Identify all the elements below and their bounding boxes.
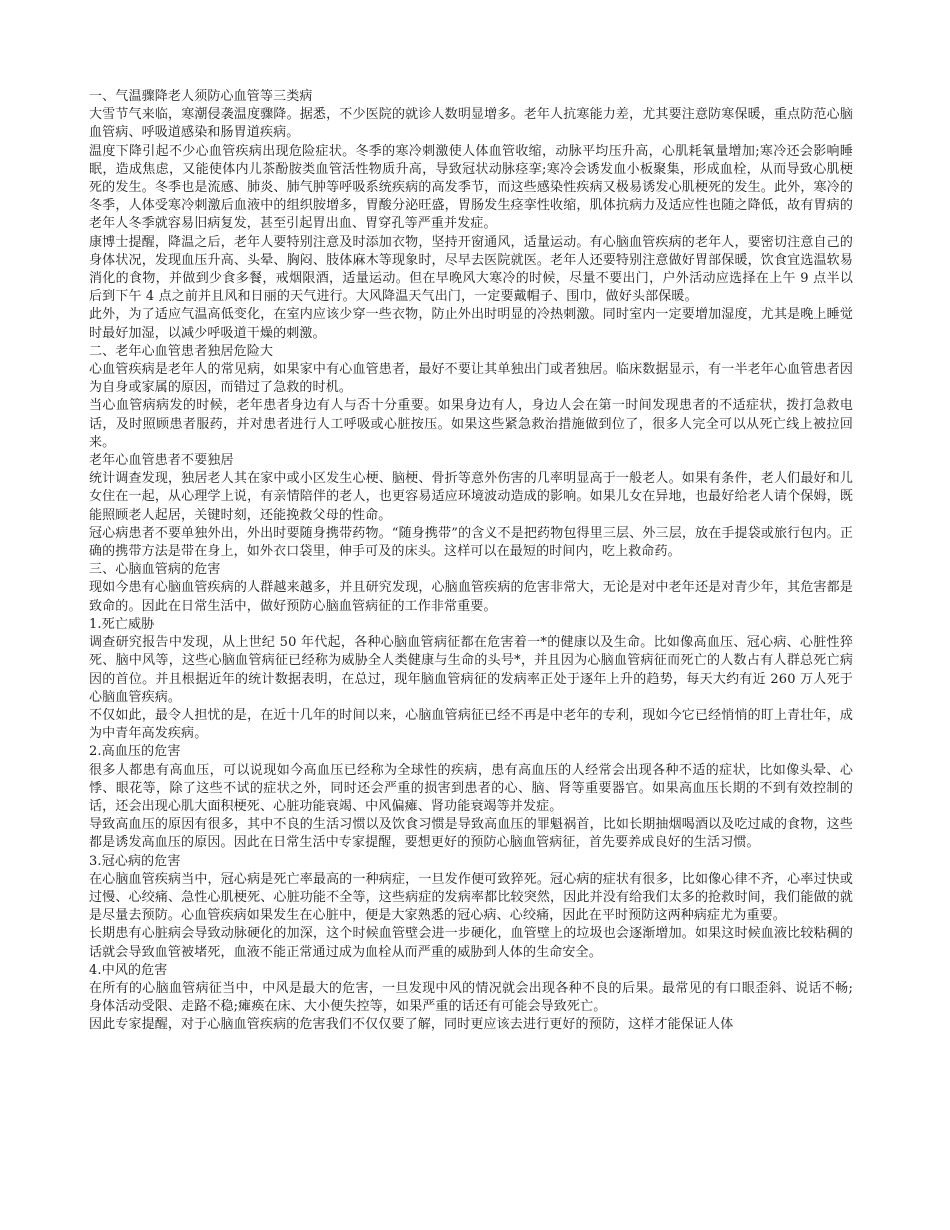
paragraph: 温度下降引起不少心血管疾病出现危险症状。冬季的寒冷刺激使人体血管收缩，动脉平均压升高，心肌耗氧量增加;寒冷还会影响睡眠，造成焦虑，又能使体内儿茶酚胺类血管活性物质升高，导致冠状动脉痉挛;寒冷会诱发血小板聚集，形成血栓，从而导致心肌梗死的发生。冬季也是流感、肺炎、肺气肿等呼吸系统疾病的高发季节，而这些感染性疾病又极易诱发心肌梗死的发生。此外，寒冷的冬季，人体受寒冷刺激后血液中的组织胺增多，胃酸分泌旺盛，胃肠发生痉挛性收缩，肌体抗病力及适应性也随之降低，故有胃病的老年人冬季就容易旧病复发，甚至引起胃出血、胃穿孔等严重并发症。 [89,143,853,232]
paragraph: 大雪节气来临，寒潮侵袭温度骤降。据悉，不少医院的就诊人数明显增多。老年人抗寒能力差，尤其要注意防寒保暖，重点防范心脑血管病、呼吸道感染和肠胃道疾病。 [89,107,853,141]
paragraph: 康博士提醒，降温之后，老年人要特别注意及时添加衣物，坚持开窗通风，适量运动。有心脑血管疾病的老年人，要密切注意自己的身体状况，发现血压升高、头晕、胸闷、肢体麻木等现象时，尽早去医院就医。老年人还要特别注意做好胃部保暖，饮食宜选温软易消化的食物，并做到少食多餐，戒烟限酒，适量运动。但在早晚风大寒冷的时候，尽量不要出门，户外活动应选择在上午 9 点半以后到下午 4 点之前并且风和日丽的天气进行。大风降温天气出门，一定要戴帽子、围巾，做好头部保暖。 [89,234,853,305]
paragraph: 在心脑血管疾病当中，冠心病是死亡率最高的一种病症，一旦发作便可致猝死。冠心病的症状有很多，比如像心律不齐，心率过快或过慢、心绞痛、急性心肌梗死、心脏功能不全等，这些病症的发病率都比较突然，因此并没有给我们太多的抢救时间，我们能做的就是尽量去预防。心血管疾病如果发生在心脏中，便是大家熟悉的冠心病、心绞痛，因此在平时预防这两种病症尤为重要。 [89,871,853,924]
paragraph: 调查研究报告中发现，从上世纪 50 年代起，各种心脑血管病征都在危害着一*的健康以及生命。比如像高血压、冠心病、心脏性猝死、脑中风等，这些心脑血管病征已经称为威胁全人类健康与生命的头号*，并且因为心脑血管病征而死亡的人数占有人群总死亡病因的首位。并且根据近年的统计数据表明，在总过，现年脑血管病征的发病率正处于逐年上升的趋势，每天大约有近 260 万人死于心脑血管疾病。 [89,635,853,705]
subsection-heading: 老年心血管患者不要独居 [89,453,234,469]
paragraph: 冠心病患者不要单独外出，外出时要随身携带药物。“随身携带”的含义不是把药物包得里三层、外三层，放在手提袋或旅行包内。正确的携带方法是带在身上，如外衣口袋里，伸手可及的床头。这样可以在最短的时间内，吃上救命药。 [89,525,853,560]
subsection-heading: 2.高血压的危害 [89,744,181,760]
section-heading: 二、老年心血管患者独居危险大 [89,343,274,359]
paragraph: 很多人都患有高血压，可以说现如今高血压已经称为全球性的疾病，患有高血压的人经常会出现各种不适的症状，比如像头晕、心悸、眼花等，除了这些不试的症状之外，同时还会严重的损害到患者的心、脑、肾等重要器官。如果高血压长期的不到有效控制的话，还会出现心肌大面积梗死、心脏功能衰竭、中风偏瘫、肾功能衰竭等并发症。 [89,762,853,814]
paragraph: 不仅如此，最令人担忧的是，在近十几年的时间以来，心脑血管病征已经不再是中老年的专利，现如今它已经悄悄的盯上青壮年，成为中青年高发疾病。 [89,707,853,742]
paragraph: 此外，为了适应气温高低变化，在室内应该少穿一些衣物，防止外出时明显的冷热刺激。同时室内一定要增加湿度，尤其是晚上睡觉时最好加湿，以减少呼吸道干燥的刺激。 [89,307,853,341]
paragraph: 现如今患有心脑血管疾病的人群越来越多，并且研究发现，心脑血管疾病的危害非常大，无论是对中老年还是对青少年，其危害都是致命的。因此在日常生活中，做好预防心脑血管病征的工作非常重要。 [89,580,853,614]
paragraph: 在所有的心脑血管病征当中，中风是最大的危害，一旦发现中风的情况就会出现各种不良的后果。最常见的有口眼歪斜、说话不畅;身体活动受限、走路不稳;瘫痪在床、大小便失控等，如果严重的话还有可能会导致死亡。 [89,980,853,1015]
paragraph: 导致高血压的原因有很多，其中不良的生活习惯以及饮食习惯是导致高血压的罪魁祸首，比如长期抽烟喝酒以及吃过咸的食物，这些都是诱发高血压的原因。因此在日常生活中专家提醒，要想更好的预防心脑血管病征，首先要养成良好的生活习惯。 [89,817,853,851]
document-page [89,88,853,1035]
paragraph: 统计调查发现，独居老人其在家中或小区发生心梗、脑梗、骨折等意外伤害的几率明显高于一般老人。如果有条件，老人们最好和儿女住在一起，从心理学上说，有亲情陪伴的老人，也更容易适应环境波动造成的影响。如果儿女在异地，也最好给老人请个保姆，既能照顾老人起居，关键时刻，还能挽救父母的性命。 [89,471,853,523]
paragraph: 长期患有心脏病会导致动脉硬化的加深，这个时候血管壁会进一步硬化，血管壁上的垃圾也会逐渐增加。如果这时候血液比较粘稠的话就会导致血管被堵死，血液不能正常通过成为血栓从而严重的威胁到人体的生命安全。 [89,926,853,960]
section-heading: 三、心脑血管病的危害 [89,562,221,578]
subsection-heading: 1.死亡威胁 [89,616,155,632]
subsection-heading: 4.中风的危害 [89,962,168,978]
section-heading: 一、气温骤降老人须防心血管等三类病 [89,89,313,104]
paragraph: 因此专家提醒，对于心脑血管疾病的危害我们不仅仅要了解，同时更应该去进行更好的预防，这样才能保证人体 [89,1017,734,1033]
paragraph: 当心血管病病发的时候，老年患者身边有人与否十分重要。如果身边有人，身边人会在第一时间发现患者的不适症状，拨打急救电话，及时照顾患者服药，并对患者进行人工呼吸或心脏按压。如果这些紧急救治措施做到位了，很多人完全可以从死亡线上被拉回来。 [89,398,853,450]
subsection-heading: 3.冠心病的危害 [89,853,181,869]
paragraph: 心血管疾病是老年人的常见病，如果家中有心血管患者，最好不要让其单独出门或者独居。临床数据显示，有一半老年心血管患者因为自身或家属的原因，而错过了急救的时机。 [89,362,853,396]
